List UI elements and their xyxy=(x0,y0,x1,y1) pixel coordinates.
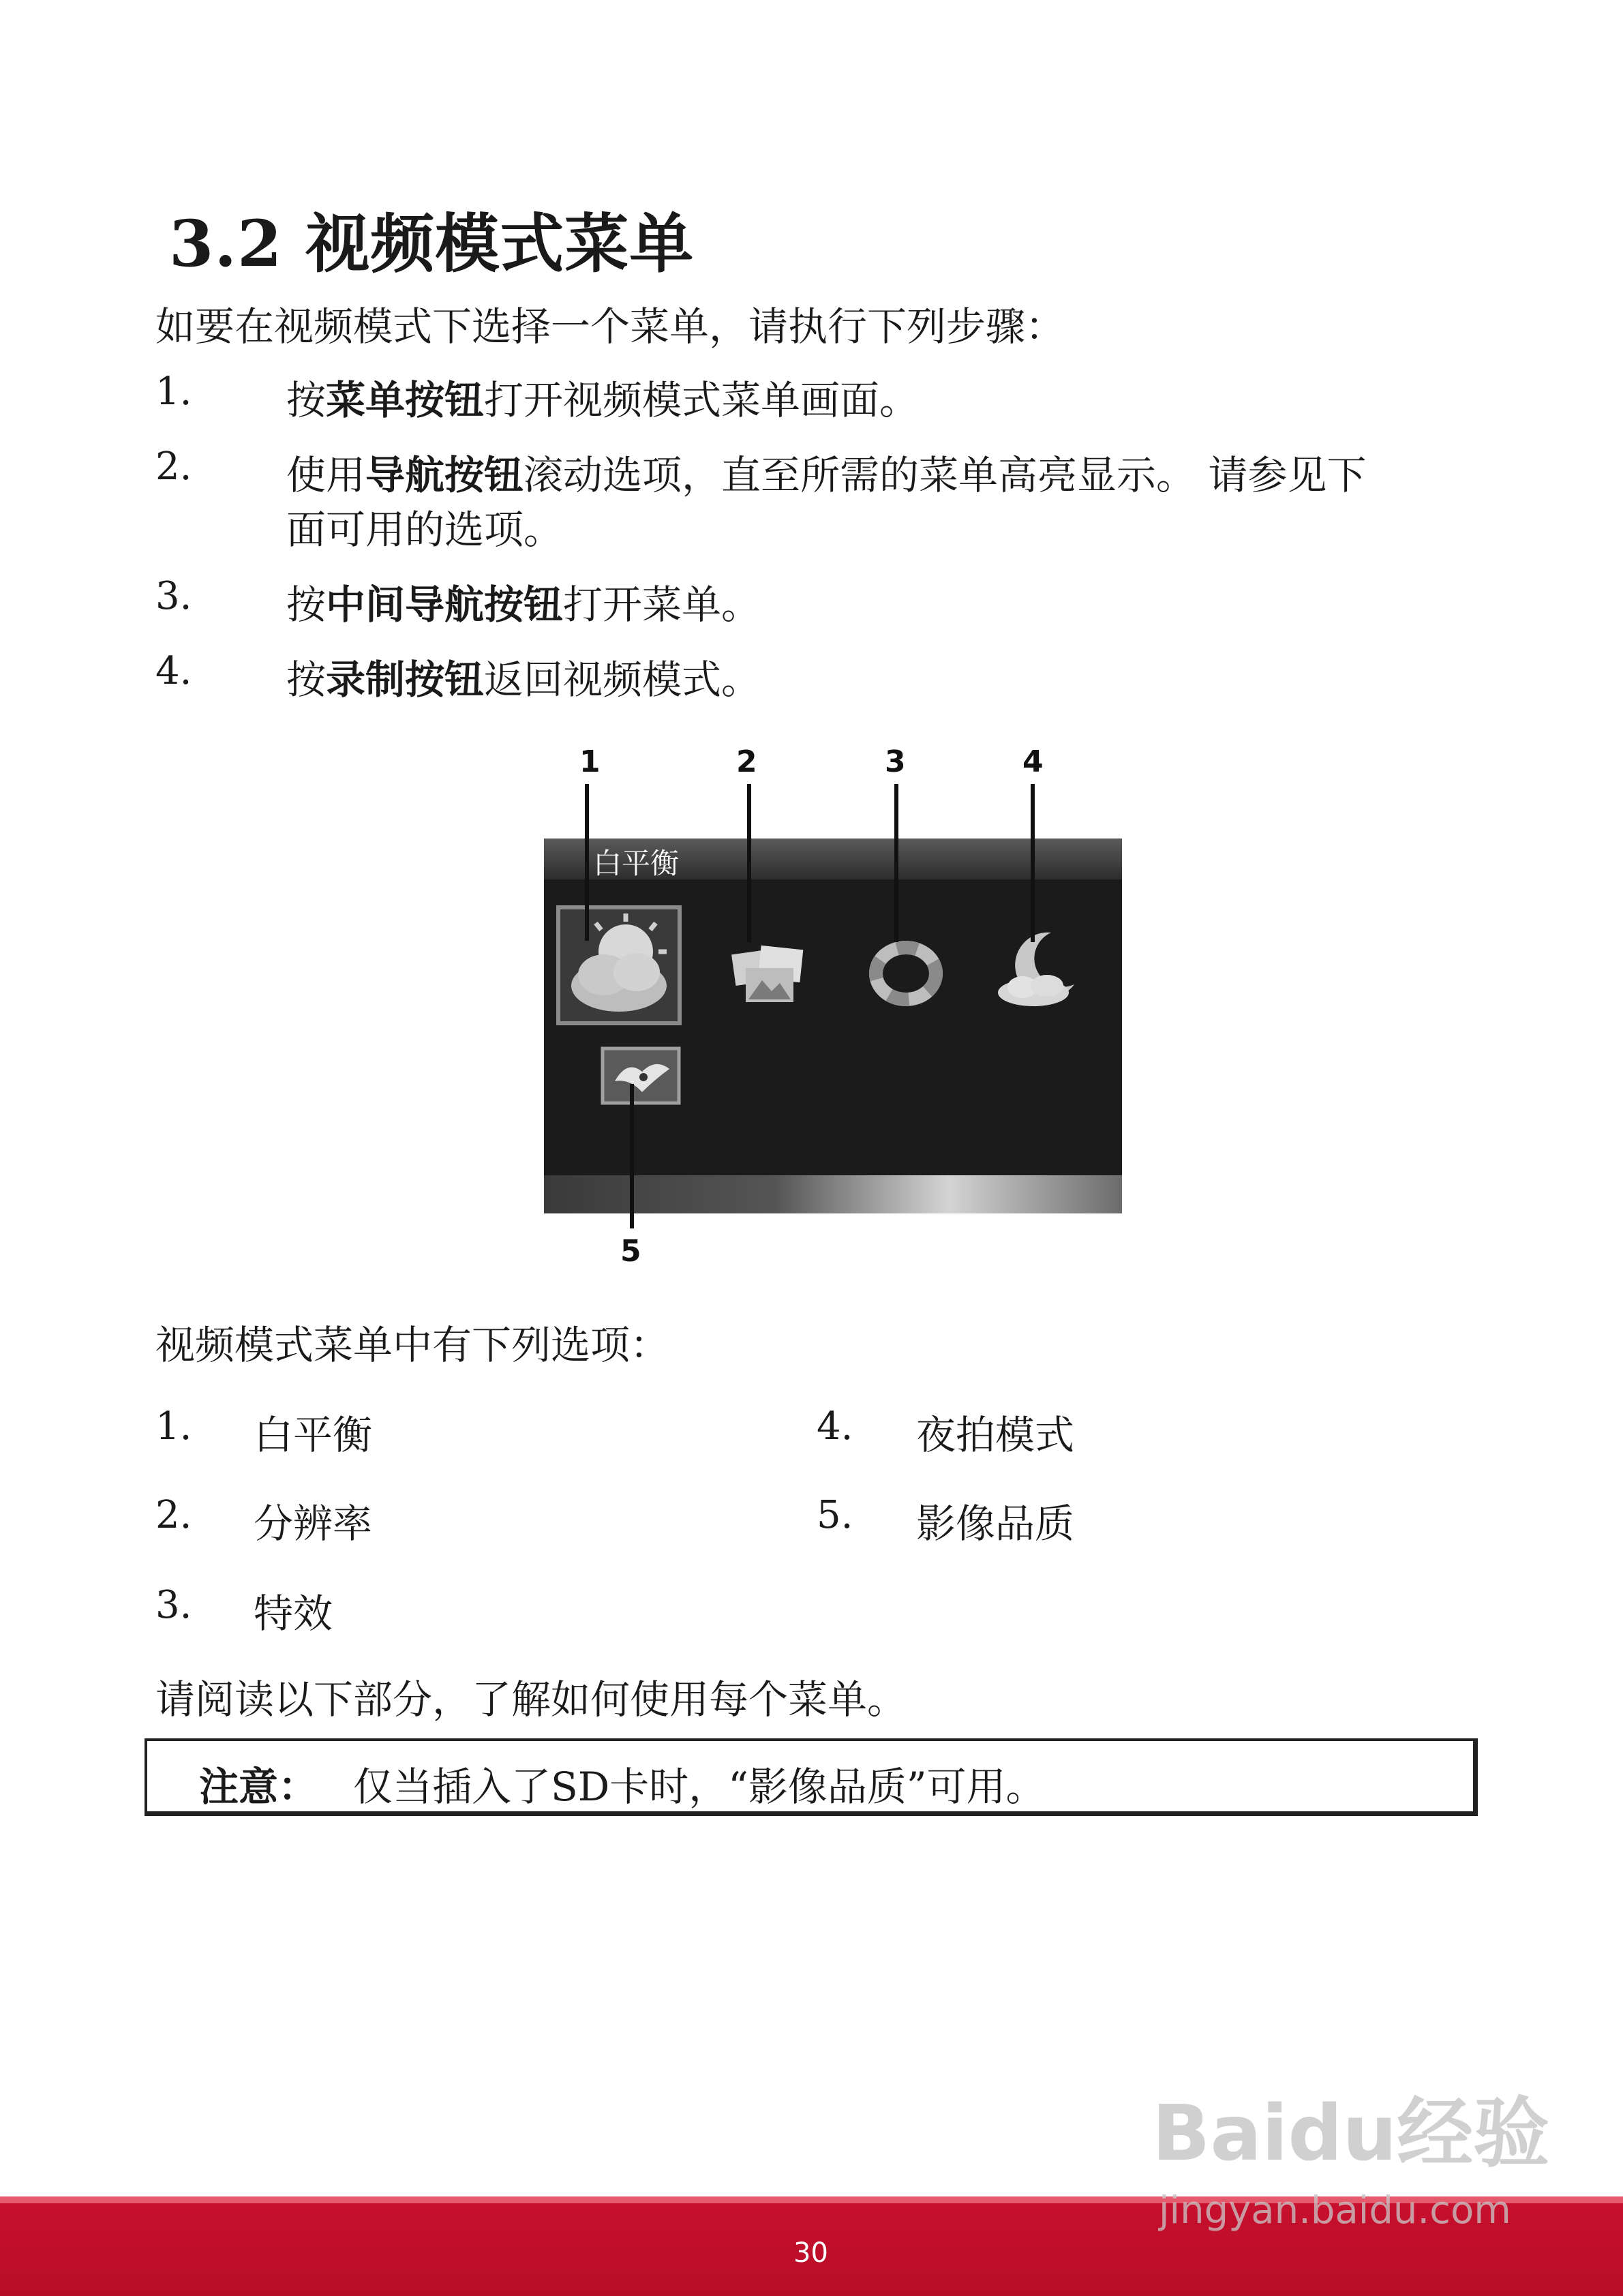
night-mode-icon[interactable] xyxy=(992,927,1088,1012)
callout-line xyxy=(747,784,751,942)
callout-number: 4 xyxy=(1022,744,1044,779)
options-intro: 视频模式菜单中有下列选项： xyxy=(155,1322,670,1368)
callout-number: 2 xyxy=(736,744,757,779)
section-heading: 3.2 视频模式菜单 xyxy=(169,207,695,282)
note-text: 仅当插入了SD卡时，“影像品质”可用。 xyxy=(353,1764,1046,1810)
option-label: 分辨率 xyxy=(254,1500,373,1547)
step-number: 1. xyxy=(155,369,192,414)
step-text-pre: 按 xyxy=(286,377,327,423)
step-text-bold: 菜单按钮 xyxy=(326,377,485,423)
step-text-pre: 按 xyxy=(286,656,327,703)
step-text xyxy=(286,368,919,425)
step-text-post: 滚动选项，直至所需的菜单高亮显示。 请参见下 xyxy=(524,452,1367,498)
bird-frame-icon xyxy=(600,1044,684,1108)
step-text-bold: 导航按钮 xyxy=(365,452,524,498)
callout-number: 3 xyxy=(885,744,906,779)
white-balance-icon[interactable] xyxy=(556,905,682,1025)
watermark-url: jingyan.baidu.com xyxy=(1159,2188,1511,2233)
page-number: 30 xyxy=(793,2237,828,2269)
effect-icon[interactable] xyxy=(868,934,943,1009)
step-text xyxy=(286,573,761,630)
option-number: 3. xyxy=(155,1583,192,1627)
color-ring-icon xyxy=(868,934,943,1009)
option-number: 1. xyxy=(155,1404,192,1449)
screen-title-bar xyxy=(544,839,1122,879)
step-text-bold: 录制按钮 xyxy=(326,656,485,703)
step-text-post: 打开视频模式菜单画面。 xyxy=(484,377,920,423)
step-text-post: 返回视频模式。 xyxy=(484,656,761,703)
step-text-bold: 中间导航按钮 xyxy=(326,581,564,628)
callout-line xyxy=(1031,784,1035,942)
option-label: 影像品质 xyxy=(916,1500,1075,1547)
step-text xyxy=(286,443,1366,500)
option-label: 白平衡 xyxy=(254,1412,373,1458)
read-more-text: 请阅读以下部分，了解如何使用每个菜单。 xyxy=(155,1676,907,1723)
option-label: 夜拍模式 xyxy=(916,1412,1075,1458)
callout-line xyxy=(630,1084,634,1228)
photos-icon xyxy=(728,938,810,1006)
note-label: 注意： xyxy=(199,1764,318,1810)
intro-text: 如要在视频模式下选择一个菜单，请执行下列步骤： xyxy=(155,303,1065,350)
note-box xyxy=(145,1738,1478,1816)
option-number: 4. xyxy=(817,1404,853,1449)
callout-line xyxy=(585,784,589,941)
step-number: 4. xyxy=(155,649,192,693)
step-number: 2. xyxy=(155,444,192,489)
step-text-pre: 按 xyxy=(286,581,327,628)
step-text-post: 打开菜单。 xyxy=(563,581,761,628)
option-number: 5. xyxy=(817,1493,853,1537)
moon-cloud-icon xyxy=(992,927,1088,1012)
step-text-line2: 面可用的选项。 xyxy=(286,507,564,553)
callout-number: 5 xyxy=(620,1234,641,1269)
option-number: 2. xyxy=(155,1493,192,1537)
sun-cloud-icon xyxy=(560,909,678,1021)
step-text xyxy=(286,648,761,705)
watermark-logo: Baidu经验 xyxy=(1152,2089,1550,2178)
image-quality-icon[interactable] xyxy=(600,1044,684,1108)
callout-line xyxy=(894,784,898,942)
callout-number: 1 xyxy=(579,744,601,779)
screen-title: 白平衡 xyxy=(593,847,680,880)
option-label: 特效 xyxy=(254,1590,333,1637)
resolution-icon[interactable] xyxy=(728,938,810,1006)
step-text-pre: 使用 xyxy=(286,452,366,498)
step-number: 3. xyxy=(155,574,192,618)
